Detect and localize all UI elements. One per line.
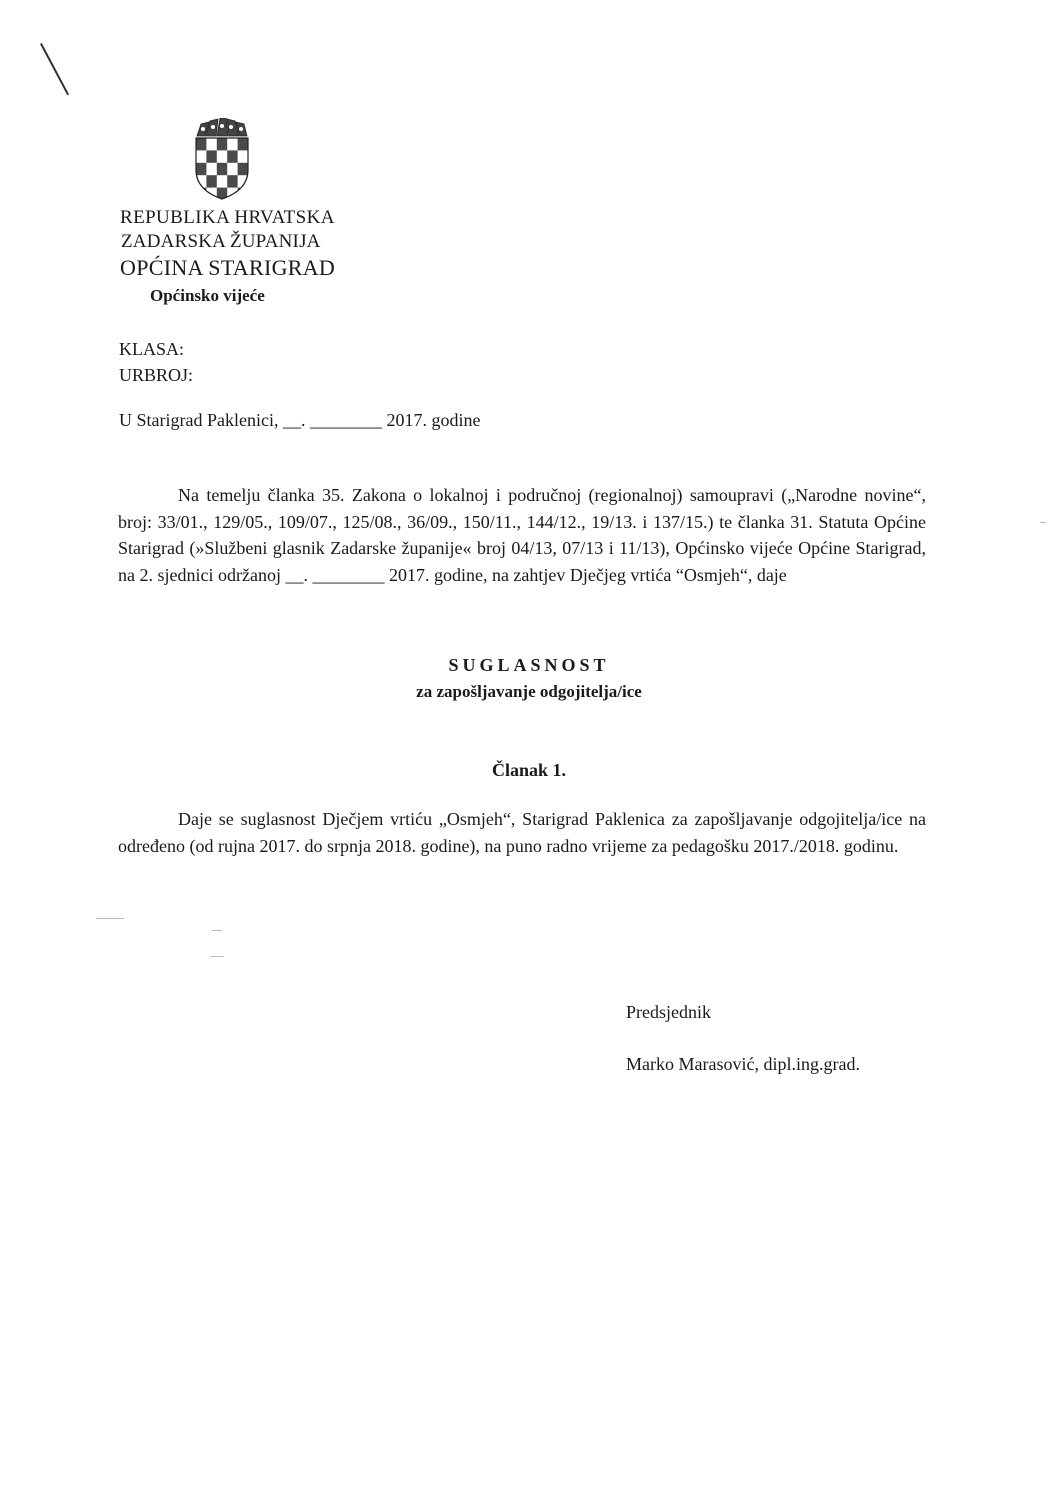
klasa-label: KLASA: [119, 339, 185, 359]
scan-speck [212, 930, 222, 931]
scan-speck [96, 918, 124, 919]
intro-paragraph: Na temelju članka 35. Zakona o lokalnoj i područnoj (regionalnoj) samoupravi („Narodne novine“, broj: 33/01., 129/05., 109/07., 125/08., 36/09., 150/11., 144/12., 19/13. i 137/15.) te članka 31. Statuta Općine Starigrad (»Službeni glasnik Zadarske županije« broj 04/13, 07/13 i 11/13), Općinsko vijeće Općine Starigrad, na 2. sjednici održanoj __. ________ 2017. godine, na zahtjev Dječjeg vrtića “Osmjeh“, daje [118, 485, 926, 585]
letterhead-municipality: OPĆINA STARIGRAD [120, 255, 336, 280]
place-and-date: U Starigrad Paklenici, __. ________ 2017. godine [119, 410, 481, 430]
letterhead-country: REPUBLIKA HRVATSKA [120, 207, 335, 228]
croatian-coat-of-arms-icon [193, 118, 251, 200]
scan-speck [1040, 522, 1046, 523]
urbroj-label: URBROJ: [119, 365, 194, 385]
article-text: Daje se suglasnost Dječjem vrtiću „Osmjeh“, Starigrad Paklenica za zapošljavanje odgojitelja/ice na određeno (od rujna 2017. do srpnja 2018. godine), na puno radno vrijeme za pedagošku 2017./2018. godinu. [118, 809, 926, 856]
signature-role: Predsjednik [626, 1002, 711, 1022]
document-subtitle: za zapošljavanje odgojitelja/ice [416, 682, 642, 701]
reference-block [119, 336, 193, 388]
scan-speck [210, 956, 224, 957]
letterhead-council: Općinsko vijeće [150, 286, 265, 305]
signature-name: Marko Marasović, dipl.ing.grad. [626, 1054, 860, 1074]
document-title: SUGLASNOST [448, 655, 610, 675]
scan-pen-mark [40, 43, 69, 95]
letterhead [120, 206, 335, 308]
letterhead-county: ZADARSKA ŽUPANIJA [121, 231, 321, 252]
article-heading: Članak 1. [491, 760, 567, 780]
